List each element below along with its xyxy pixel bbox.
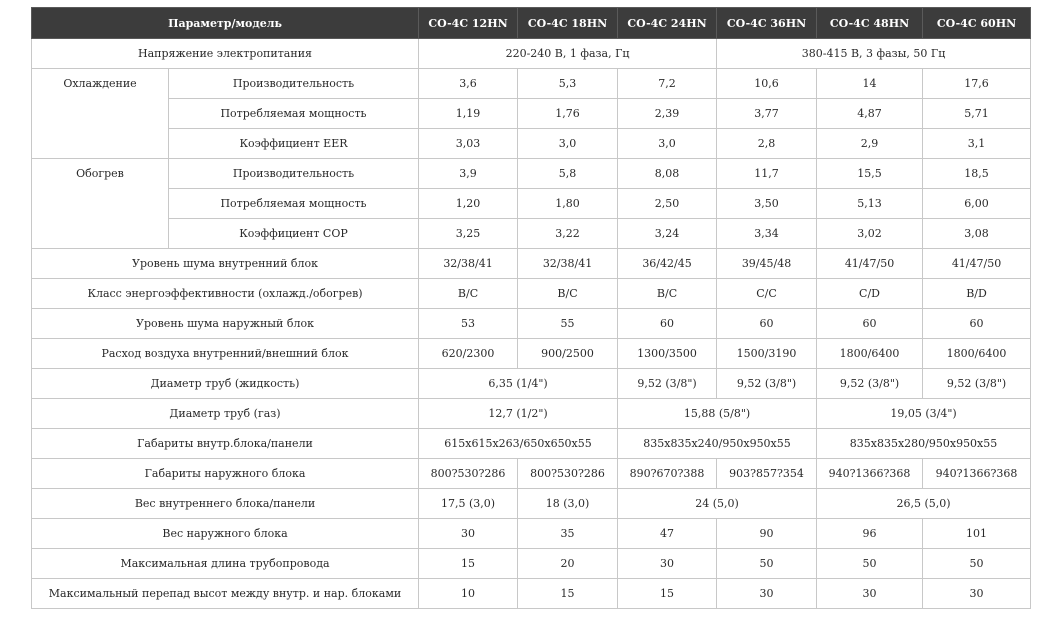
table-cell: 60: [923, 309, 1031, 339]
table-cell: 1300/3500: [618, 339, 717, 369]
header-model: CO-4C 12HN: [419, 8, 518, 39]
table-cell: 32/38/41: [419, 249, 518, 279]
table-row: [32, 69, 1031, 99]
table-cell: Напряжение электропитания: [32, 39, 419, 69]
table-cell: 15: [618, 579, 717, 609]
table-cell: Вес внутреннего блока/панели: [32, 489, 419, 519]
table-cell: 9,52 (3/8"): [717, 369, 817, 399]
table-cell: 615x615x263/650x650x55: [419, 429, 618, 459]
table-cell: Габариты внутр.блока/панели: [32, 429, 419, 459]
table-cell: 60: [717, 309, 817, 339]
table-cell: C/C: [717, 279, 817, 309]
header-row: [32, 8, 1031, 39]
table-cell: 900/2500: [518, 339, 618, 369]
table-cell: 835x835x240/950x950x55: [618, 429, 817, 459]
table-cell: 41/47/50: [923, 249, 1031, 279]
table-cell: 55: [518, 309, 618, 339]
table-cell: 17,6: [923, 69, 1031, 99]
table-cell: 5,3: [518, 69, 618, 99]
table-cell: 3,08: [923, 219, 1031, 249]
table-cell: 20: [518, 549, 618, 579]
table-cell: 9,52 (3/8"): [817, 369, 923, 399]
table-cell: 3,1: [923, 129, 1031, 159]
header-model: CO-4C 18HN: [518, 8, 618, 39]
table-cell: 47: [618, 519, 717, 549]
table-cell: 3,24: [618, 219, 717, 249]
table-cell: 3,22: [518, 219, 618, 249]
table-cell: 835x835x280/950x950x55: [817, 429, 1031, 459]
table-cell: 17,5 (3,0): [419, 489, 518, 519]
table-cell: 18 (3,0): [518, 489, 618, 519]
table-row: [32, 309, 1031, 339]
table-cell: C/D: [817, 279, 923, 309]
table-cell: 940?1366?368: [923, 459, 1031, 489]
table-cell: 3,77: [717, 99, 817, 129]
table-cell: 14: [817, 69, 923, 99]
table-cell: 800?530?286: [518, 459, 618, 489]
table-cell: 3,0: [618, 129, 717, 159]
table-cell: 90: [717, 519, 817, 549]
table-cell: Максимальный перепад высот между внутр. и нар. блоками: [32, 579, 419, 609]
table-cell: 30: [717, 579, 817, 609]
table-cell: 1,80: [518, 189, 618, 219]
table-row: [32, 249, 1031, 279]
table-cell: 1,20: [419, 189, 518, 219]
table-header: [32, 8, 1031, 39]
table-cell: Коэффициент EER: [169, 129, 419, 159]
table-row: [32, 339, 1031, 369]
table-cell: 620/2300: [419, 339, 518, 369]
table-cell: 60: [618, 309, 717, 339]
table-cell: 8,08: [618, 159, 717, 189]
table-cell: 9,52 (3/8"): [618, 369, 717, 399]
table-cell: 1,19: [419, 99, 518, 129]
header-model: CO-4C 48HN: [817, 8, 923, 39]
table-row: [32, 429, 1031, 459]
table-cell: 50: [817, 549, 923, 579]
table-cell: Коэффициент COP: [169, 219, 419, 249]
table-cell: 96: [817, 519, 923, 549]
table-cell: 800?530?286: [419, 459, 518, 489]
table-row: [32, 489, 1031, 519]
table-cell: B/C: [419, 279, 518, 309]
header-model: CO-4C 24HN: [618, 8, 717, 39]
table-cell: Производительность: [169, 159, 419, 189]
table-cell: 36/42/45: [618, 249, 717, 279]
table-cell: 6,35 (1/4"): [419, 369, 618, 399]
table-cell: 940?1366?368: [817, 459, 923, 489]
table-cell: 380-415 В, 3 фазы, 50 Гц: [717, 39, 1031, 69]
table-cell: 7,2: [618, 69, 717, 99]
table-cell: 3,25: [419, 219, 518, 249]
header-model: CO-4C 60HN: [923, 8, 1031, 39]
table-row: [32, 189, 1031, 219]
header-parameter: Параметр/модель: [32, 8, 419, 39]
table-cell: 41/47/50: [817, 249, 923, 279]
table-cell: 101: [923, 519, 1031, 549]
table-cell: 15: [518, 579, 618, 609]
table-cell: 26,5 (5,0): [817, 489, 1031, 519]
table-cell: B/C: [618, 279, 717, 309]
table-cell: 35: [518, 519, 618, 549]
table-cell: 12,7 (1/2"): [419, 399, 618, 429]
table-cell: Уровень шума наружный блок: [32, 309, 419, 339]
table-cell: 50: [717, 549, 817, 579]
table-cell: 30: [618, 549, 717, 579]
table-cell: 9,52 (3/8"): [923, 369, 1031, 399]
table-cell: B/C: [518, 279, 618, 309]
table-cell: 30: [419, 519, 518, 549]
table-cell: Потребляемая мощность: [169, 189, 419, 219]
table-cell: 10,6: [717, 69, 817, 99]
table-cell: B/D: [923, 279, 1031, 309]
table-cell: Потребляемая мощность: [169, 99, 419, 129]
table-cell: 890?670?388: [618, 459, 717, 489]
table-row: [32, 399, 1031, 429]
table-cell: 15,88 (5/8"): [618, 399, 817, 429]
table-cell: Класс энергоэффективности (охлажд./обогрев): [32, 279, 419, 309]
table-cell: 53: [419, 309, 518, 339]
table-cell: Диаметр труб (газ): [32, 399, 419, 429]
table-cell: 1500/3190: [717, 339, 817, 369]
table-cell: 30: [817, 579, 923, 609]
table-row: [32, 459, 1031, 489]
table-cell: Диаметр труб (жидкость): [32, 369, 419, 399]
table-cell: 3,0: [518, 129, 618, 159]
table-cell: Расход воздуха внутренний/внешний блок: [32, 339, 419, 369]
table-row: [32, 99, 1031, 129]
table-body: [32, 39, 1031, 609]
table-cell: 3,02: [817, 219, 923, 249]
table-cell: 60: [817, 309, 923, 339]
group-label-cell: Обогрев: [32, 159, 169, 249]
table-cell: 5,8: [518, 159, 618, 189]
table-cell: 3,03: [419, 129, 518, 159]
table-cell: Максимальная длина трубопровода: [32, 549, 419, 579]
table-cell: Габариты наружного блока: [32, 459, 419, 489]
spec-table: [31, 7, 1031, 609]
table-row: [32, 549, 1031, 579]
table-cell: 6,00: [923, 189, 1031, 219]
table-cell: 903?857?354: [717, 459, 817, 489]
table-cell: 15,5: [817, 159, 923, 189]
table-cell: 1800/6400: [923, 339, 1031, 369]
table-cell: Производительность: [169, 69, 419, 99]
table-cell: 3,50: [717, 189, 817, 219]
table-cell: 24 (5,0): [618, 489, 817, 519]
table-cell: 39/45/48: [717, 249, 817, 279]
table-cell: 220-240 В, 1 фаза, Гц: [419, 39, 717, 69]
table-cell: 3,9: [419, 159, 518, 189]
table-row: [32, 579, 1031, 609]
table-cell: 1800/6400: [817, 339, 923, 369]
table-cell: 2,8: [717, 129, 817, 159]
table-cell: 32/38/41: [518, 249, 618, 279]
table-cell: 10: [419, 579, 518, 609]
table-row: [32, 129, 1031, 159]
table-cell: Уровень шума внутренний блок: [32, 249, 419, 279]
table-cell: 30: [923, 579, 1031, 609]
table-row: [32, 279, 1031, 309]
table-cell: 2,50: [618, 189, 717, 219]
table-cell: 1,76: [518, 99, 618, 129]
table-cell: Вес наружного блока: [32, 519, 419, 549]
table-cell: 5,13: [817, 189, 923, 219]
table-cell: 3,34: [717, 219, 817, 249]
table-row: [32, 369, 1031, 399]
table-cell: 18,5: [923, 159, 1031, 189]
table-cell: 2,39: [618, 99, 717, 129]
table-cell: 15: [419, 549, 518, 579]
table-cell: 11,7: [717, 159, 817, 189]
table-row: [32, 39, 1031, 69]
table-row: [32, 519, 1031, 549]
table-cell: 5,71: [923, 99, 1031, 129]
table-cell: 2,9: [817, 129, 923, 159]
table-row: [32, 159, 1031, 189]
table-row: [32, 219, 1031, 249]
table-cell: 3,6: [419, 69, 518, 99]
table-cell: 19,05 (3/4"): [817, 399, 1031, 429]
group-label-cell: Охлаждение: [32, 69, 169, 159]
header-model: CO-4C 36HN: [717, 8, 817, 39]
table-cell: 4,87: [817, 99, 923, 129]
table-cell: 50: [923, 549, 1031, 579]
